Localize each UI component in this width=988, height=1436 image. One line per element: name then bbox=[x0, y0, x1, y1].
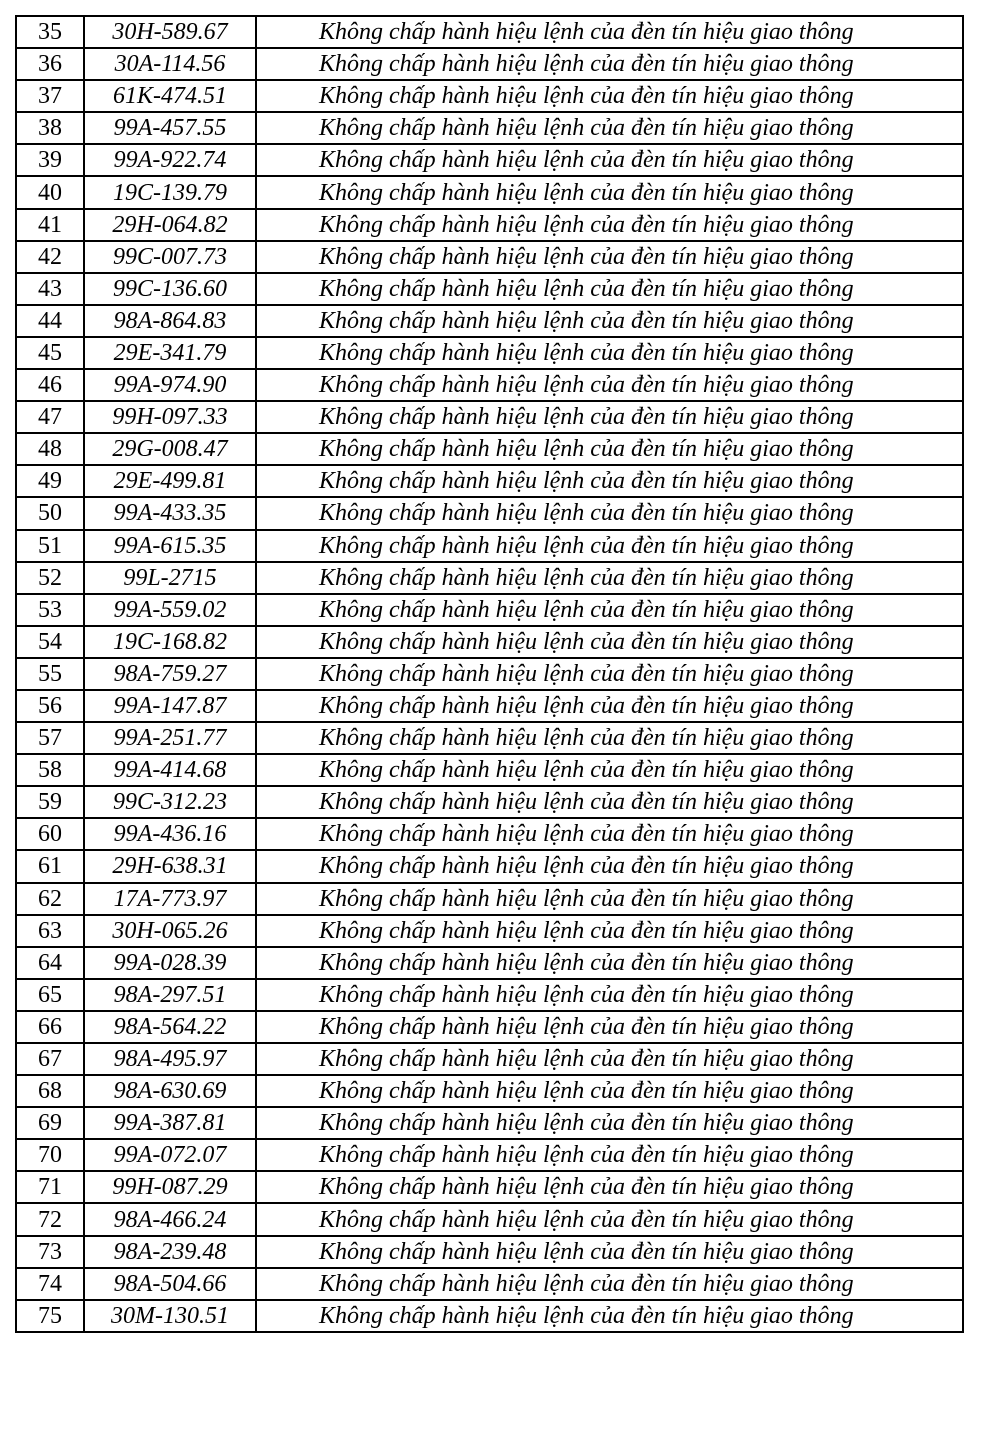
license-plate-cell: 30H-065.26 bbox=[84, 915, 256, 947]
violation-cell: Không chấp hành hiệu lệnh của đèn tín hiệu giao thông bbox=[256, 176, 963, 208]
table-row bbox=[16, 241, 963, 273]
license-plate-cell: 99A-974.90 bbox=[84, 369, 256, 401]
row-number-cell: 60 bbox=[16, 818, 84, 850]
violation-cell: Không chấp hành hiệu lệnh của đèn tín hiệu giao thông bbox=[256, 915, 963, 947]
table-row bbox=[16, 915, 963, 947]
row-number-cell: 69 bbox=[16, 1107, 84, 1139]
table-row bbox=[16, 883, 963, 915]
table-row bbox=[16, 658, 963, 690]
table-row bbox=[16, 754, 963, 786]
violation-cell: Không chấp hành hiệu lệnh của đèn tín hiệu giao thông bbox=[256, 1236, 963, 1268]
row-number-cell: 48 bbox=[16, 433, 84, 465]
row-number-cell: 67 bbox=[16, 1043, 84, 1075]
violation-cell: Không chấp hành hiệu lệnh của đèn tín hiệu giao thông bbox=[256, 722, 963, 754]
table-row bbox=[16, 80, 963, 112]
row-number-cell: 65 bbox=[16, 979, 84, 1011]
license-plate-cell: 61K-474.51 bbox=[84, 80, 256, 112]
table-row bbox=[16, 209, 963, 241]
license-plate-cell: 29E-341.79 bbox=[84, 337, 256, 369]
table-row bbox=[16, 562, 963, 594]
violation-cell: Không chấp hành hiệu lệnh của đèn tín hiệu giao thông bbox=[256, 401, 963, 433]
row-number-cell: 73 bbox=[16, 1236, 84, 1268]
row-number-cell: 52 bbox=[16, 562, 84, 594]
violation-cell: Không chấp hành hiệu lệnh của đèn tín hiệu giao thông bbox=[256, 209, 963, 241]
license-plate-cell: 30M-130.51 bbox=[84, 1300, 256, 1332]
row-number-cell: 74 bbox=[16, 1268, 84, 1300]
row-number-cell: 47 bbox=[16, 401, 84, 433]
table-body bbox=[16, 16, 963, 1332]
table-row bbox=[16, 947, 963, 979]
violation-cell: Không chấp hành hiệu lệnh của đèn tín hiệu giao thông bbox=[256, 144, 963, 176]
row-number-cell: 36 bbox=[16, 48, 84, 80]
violation-cell: Không chấp hành hiệu lệnh của đèn tín hiệu giao thông bbox=[256, 562, 963, 594]
violation-cell: Không chấp hành hiệu lệnh của đèn tín hiệu giao thông bbox=[256, 754, 963, 786]
violation-cell: Không chấp hành hiệu lệnh của đèn tín hiệu giao thông bbox=[256, 594, 963, 626]
violation-cell: Không chấp hành hiệu lệnh của đèn tín hiệu giao thông bbox=[256, 883, 963, 915]
table-row bbox=[16, 273, 963, 305]
table-row bbox=[16, 433, 963, 465]
violation-cell: Không chấp hành hiệu lệnh của đèn tín hiệu giao thông bbox=[256, 690, 963, 722]
license-plate-cell: 98A-297.51 bbox=[84, 979, 256, 1011]
row-number-cell: 46 bbox=[16, 369, 84, 401]
row-number-cell: 71 bbox=[16, 1171, 84, 1203]
row-number-cell: 62 bbox=[16, 883, 84, 915]
violation-cell: Không chấp hành hiệu lệnh của đèn tín hiệu giao thông bbox=[256, 1011, 963, 1043]
table-row bbox=[16, 530, 963, 562]
license-plate-cell: 30A-114.56 bbox=[84, 48, 256, 80]
row-number-cell: 66 bbox=[16, 1011, 84, 1043]
violation-cell: Không chấp hành hiệu lệnh của đèn tín hiệu giao thông bbox=[256, 273, 963, 305]
table-row bbox=[16, 1011, 963, 1043]
license-plate-cell: 19C-139.79 bbox=[84, 176, 256, 208]
violation-cell: Không chấp hành hiệu lệnh của đèn tín hiệu giao thông bbox=[256, 241, 963, 273]
license-plate-cell: 99A-072.07 bbox=[84, 1139, 256, 1171]
row-number-cell: 75 bbox=[16, 1300, 84, 1332]
license-plate-cell: 99A-433.35 bbox=[84, 497, 256, 529]
table-row bbox=[16, 1075, 963, 1107]
row-number-cell: 61 bbox=[16, 850, 84, 882]
row-number-cell: 41 bbox=[16, 209, 84, 241]
violation-cell: Không chấp hành hiệu lệnh của đèn tín hiệu giao thông bbox=[256, 658, 963, 690]
row-number-cell: 45 bbox=[16, 337, 84, 369]
license-plate-cell: 99C-007.73 bbox=[84, 241, 256, 273]
violation-cell: Không chấp hành hiệu lệnh của đèn tín hiệu giao thông bbox=[256, 850, 963, 882]
violation-cell: Không chấp hành hiệu lệnh của đèn tín hiệu giao thông bbox=[256, 497, 963, 529]
license-plate-cell: 98A-630.69 bbox=[84, 1075, 256, 1107]
license-plate-cell: 99L-2715 bbox=[84, 562, 256, 594]
table-row bbox=[16, 401, 963, 433]
license-plate-cell: 17A-773.97 bbox=[84, 883, 256, 915]
row-number-cell: 58 bbox=[16, 754, 84, 786]
table-row bbox=[16, 1300, 963, 1332]
license-plate-cell: 99A-251.77 bbox=[84, 722, 256, 754]
license-plate-cell: 29H-638.31 bbox=[84, 850, 256, 882]
license-plate-cell: 98A-495.97 bbox=[84, 1043, 256, 1075]
table-row bbox=[16, 1107, 963, 1139]
violation-cell: Không chấp hành hiệu lệnh của đèn tín hiệu giao thông bbox=[256, 626, 963, 658]
table-row bbox=[16, 1236, 963, 1268]
license-plate-cell: 98A-564.22 bbox=[84, 1011, 256, 1043]
violation-cell: Không chấp hành hiệu lệnh của đèn tín hiệu giao thông bbox=[256, 1107, 963, 1139]
table-row bbox=[16, 497, 963, 529]
row-number-cell: 70 bbox=[16, 1139, 84, 1171]
table-row bbox=[16, 48, 963, 80]
table-row bbox=[16, 979, 963, 1011]
violation-cell: Không chấp hành hiệu lệnh của đèn tín hiệu giao thông bbox=[256, 1171, 963, 1203]
violation-cell: Không chấp hành hiệu lệnh của đèn tín hiệu giao thông bbox=[256, 1139, 963, 1171]
violations-table bbox=[15, 15, 964, 1333]
license-plate-cell: 98A-864.83 bbox=[84, 305, 256, 337]
license-plate-cell: 99H-097.33 bbox=[84, 401, 256, 433]
table-row bbox=[16, 690, 963, 722]
license-plate-cell: 99A-028.39 bbox=[84, 947, 256, 979]
license-plate-cell: 99A-147.87 bbox=[84, 690, 256, 722]
row-number-cell: 68 bbox=[16, 1075, 84, 1107]
license-plate-cell: 99H-087.29 bbox=[84, 1171, 256, 1203]
license-plate-cell: 98A-466.24 bbox=[84, 1203, 256, 1235]
row-number-cell: 54 bbox=[16, 626, 84, 658]
violation-cell: Không chấp hành hiệu lệnh của đèn tín hiệu giao thông bbox=[256, 1300, 963, 1332]
table-row bbox=[16, 16, 963, 48]
row-number-cell: 57 bbox=[16, 722, 84, 754]
license-plate-cell: 99A-615.35 bbox=[84, 530, 256, 562]
table-row bbox=[16, 465, 963, 497]
violation-cell: Không chấp hành hiệu lệnh của đèn tín hiệu giao thông bbox=[256, 530, 963, 562]
violation-cell: Không chấp hành hiệu lệnh của đèn tín hiệu giao thông bbox=[256, 305, 963, 337]
violation-cell: Không chấp hành hiệu lệnh của đèn tín hiệu giao thông bbox=[256, 818, 963, 850]
table-row bbox=[16, 594, 963, 626]
table-row bbox=[16, 1171, 963, 1203]
violation-cell: Không chấp hành hiệu lệnh của đèn tín hiệu giao thông bbox=[256, 433, 963, 465]
violation-cell: Không chấp hành hiệu lệnh của đèn tín hiệu giao thông bbox=[256, 979, 963, 1011]
row-number-cell: 53 bbox=[16, 594, 84, 626]
row-number-cell: 43 bbox=[16, 273, 84, 305]
table-row bbox=[16, 818, 963, 850]
violation-cell: Không chấp hành hiệu lệnh của đèn tín hiệu giao thông bbox=[256, 1268, 963, 1300]
table-row bbox=[16, 144, 963, 176]
table-row bbox=[16, 369, 963, 401]
license-plate-cell: 99A-559.02 bbox=[84, 594, 256, 626]
violation-cell: Không chấp hành hiệu lệnh của đèn tín hiệu giao thông bbox=[256, 16, 963, 48]
row-number-cell: 49 bbox=[16, 465, 84, 497]
license-plate-cell: 99A-436.16 bbox=[84, 818, 256, 850]
row-number-cell: 63 bbox=[16, 915, 84, 947]
license-plate-cell: 99C-312.23 bbox=[84, 786, 256, 818]
table-row bbox=[16, 1043, 963, 1075]
table-row bbox=[16, 176, 963, 208]
table-row bbox=[16, 786, 963, 818]
row-number-cell: 55 bbox=[16, 658, 84, 690]
table-row bbox=[16, 305, 963, 337]
violation-cell: Không chấp hành hiệu lệnh của đèn tín hiệu giao thông bbox=[256, 337, 963, 369]
table-row bbox=[16, 337, 963, 369]
row-number-cell: 50 bbox=[16, 497, 84, 529]
license-plate-cell: 98A-759.27 bbox=[84, 658, 256, 690]
table-row bbox=[16, 112, 963, 144]
row-number-cell: 56 bbox=[16, 690, 84, 722]
violation-cell: Không chấp hành hiệu lệnh của đèn tín hiệu giao thông bbox=[256, 369, 963, 401]
row-number-cell: 51 bbox=[16, 530, 84, 562]
license-plate-cell: 29E-499.81 bbox=[84, 465, 256, 497]
row-number-cell: 39 bbox=[16, 144, 84, 176]
violation-cell: Không chấp hành hiệu lệnh của đèn tín hiệu giao thông bbox=[256, 947, 963, 979]
row-number-cell: 59 bbox=[16, 786, 84, 818]
row-number-cell: 38 bbox=[16, 112, 84, 144]
violation-cell: Không chấp hành hiệu lệnh của đèn tín hiệu giao thông bbox=[256, 80, 963, 112]
license-plate-cell: 98A-239.48 bbox=[84, 1236, 256, 1268]
row-number-cell: 35 bbox=[16, 16, 84, 48]
license-plate-cell: 99C-136.60 bbox=[84, 273, 256, 305]
table-row bbox=[16, 1203, 963, 1235]
table-row bbox=[16, 722, 963, 754]
row-number-cell: 64 bbox=[16, 947, 84, 979]
license-plate-cell: 99A-922.74 bbox=[84, 144, 256, 176]
row-number-cell: 42 bbox=[16, 241, 84, 273]
row-number-cell: 44 bbox=[16, 305, 84, 337]
license-plate-cell: 99A-457.55 bbox=[84, 112, 256, 144]
license-plate-cell: 19C-168.82 bbox=[84, 626, 256, 658]
license-plate-cell: 98A-504.66 bbox=[84, 1268, 256, 1300]
violation-cell: Không chấp hành hiệu lệnh của đèn tín hiệu giao thông bbox=[256, 1043, 963, 1075]
license-plate-cell: 99A-414.68 bbox=[84, 754, 256, 786]
table-row bbox=[16, 850, 963, 882]
license-plate-cell: 30H-589.67 bbox=[84, 16, 256, 48]
table-row bbox=[16, 626, 963, 658]
row-number-cell: 40 bbox=[16, 176, 84, 208]
license-plate-cell: 29G-008.47 bbox=[84, 433, 256, 465]
violation-cell: Không chấp hành hiệu lệnh của đèn tín hiệu giao thông bbox=[256, 112, 963, 144]
violation-cell: Không chấp hành hiệu lệnh của đèn tín hiệu giao thông bbox=[256, 48, 963, 80]
table-row bbox=[16, 1268, 963, 1300]
row-number-cell: 72 bbox=[16, 1203, 84, 1235]
violation-cell: Không chấp hành hiệu lệnh của đèn tín hiệu giao thông bbox=[256, 1203, 963, 1235]
violation-cell: Không chấp hành hiệu lệnh của đèn tín hiệu giao thông bbox=[256, 465, 963, 497]
table-row bbox=[16, 1139, 963, 1171]
license-plate-cell: 29H-064.82 bbox=[84, 209, 256, 241]
violation-cell: Không chấp hành hiệu lệnh của đèn tín hiệu giao thông bbox=[256, 1075, 963, 1107]
row-number-cell: 37 bbox=[16, 80, 84, 112]
violation-cell: Không chấp hành hiệu lệnh của đèn tín hiệu giao thông bbox=[256, 786, 963, 818]
license-plate-cell: 99A-387.81 bbox=[84, 1107, 256, 1139]
